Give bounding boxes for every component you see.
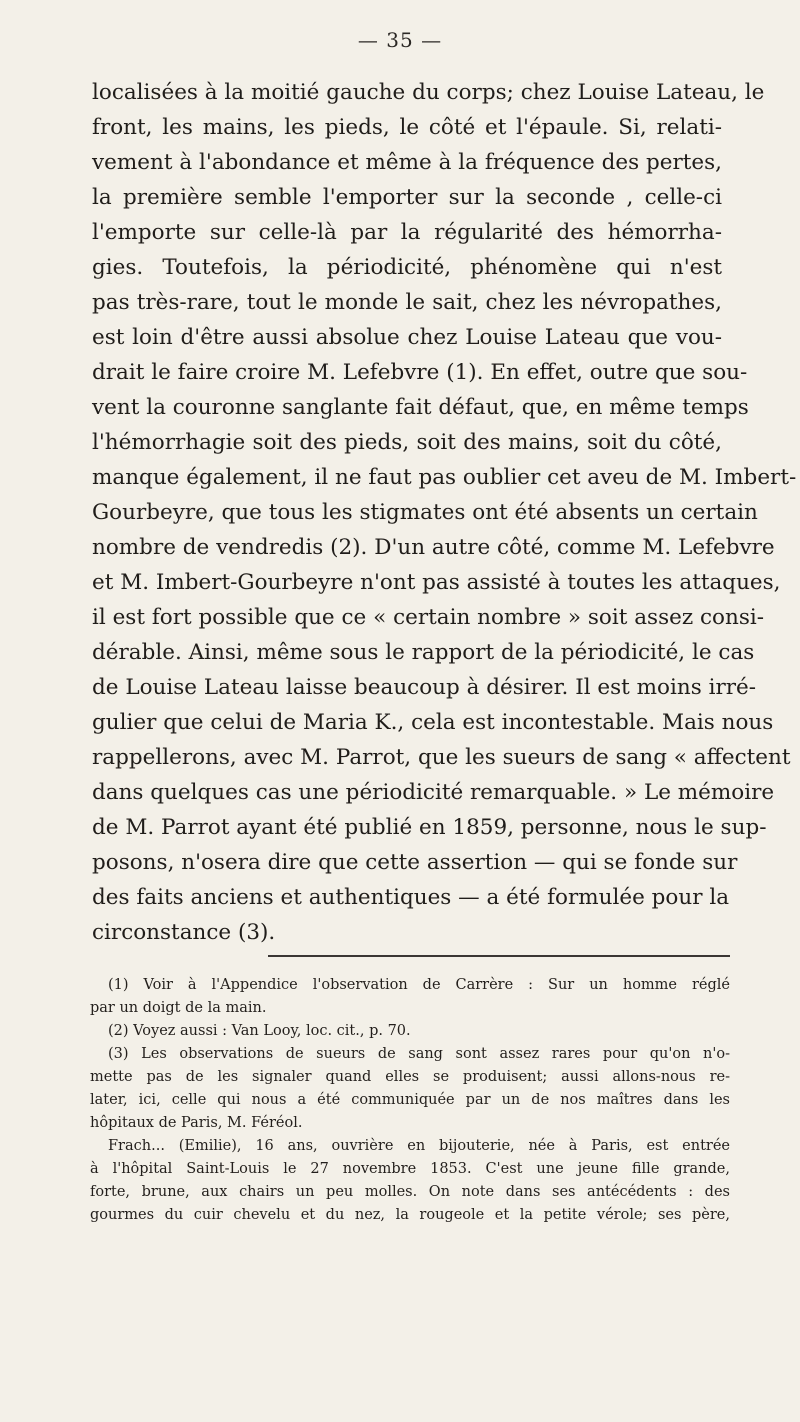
text-line: de M. Parrot ayant été publié en 1859, personne, nous le sup- bbox=[92, 815, 767, 840]
text-line: posons, n'osera dire que cette assertion — qui se fonde sur bbox=[92, 850, 738, 875]
text-line: des faits anciens et authentiques — a été formulée pour la bbox=[92, 885, 730, 910]
text-line: manque également, il ne faut pas oublier cet aveu de M. Imbert- bbox=[92, 465, 797, 490]
footnote-line: (2) Voyez aussi : Van Looy, loc. cit., p. 70. bbox=[108, 1023, 411, 1039]
text-line: est loin d'être aussi absolue chez Louise Lateau que vou- bbox=[92, 325, 722, 350]
text-line: l'hémorrhagie soit des pieds, soit des mains, soit du côté, bbox=[92, 430, 722, 455]
footnote-line: Frach... (Emilie), 16 ans, ouvrière en bijouterie, née à Paris, est entrée bbox=[108, 1138, 730, 1154]
footnote-line: forte, brune, aux chairs un peu molles. On note dans ses antécédents : des bbox=[90, 1184, 730, 1200]
text-line: pas très-rare, tout le monde le sait, chez les névropathes, bbox=[92, 290, 722, 315]
text-line: dans quelques cas une périodicité remarquable. » Le mémoire bbox=[92, 780, 775, 805]
footnote-line: later, ici, celle qui nous a été communiquée par un de nos maîtres dans les bbox=[90, 1092, 730, 1108]
text-line: localisées à la moitié gauche du corps; chez Louise Lateau, le bbox=[92, 80, 765, 105]
footnotes bbox=[90, 974, 730, 1227]
text-line: nombre de vendredis (2). D'un autre côté, comme M. Lefebvre bbox=[92, 535, 775, 560]
text-line: rappellerons, avec M. Parrot, que les sueurs de sang « affectent bbox=[92, 745, 791, 770]
text-line: vent la couronne sanglante fait défaut, que, en même temps bbox=[92, 395, 749, 420]
text-line: de Louise Lateau laisse beaucoup à désirer. Il est moins irré- bbox=[92, 675, 757, 700]
footnote-line: à l'hôpital Saint-Louis le 27 novembre 1853. C'est une jeune fille grande, bbox=[90, 1161, 730, 1177]
text-line: front, les mains, les pieds, le côté et l'épaule. Si, relati- bbox=[92, 115, 722, 140]
text-line: il est fort possible que ce « certain nombre » soit assez consi- bbox=[92, 605, 765, 630]
text-line: Gourbeyre, que tous les stigmates ont été absents un certain bbox=[92, 500, 758, 525]
text-line: circonstance (3). bbox=[92, 920, 276, 945]
footnote-line: par un doigt de la main. bbox=[90, 1000, 267, 1016]
main-text bbox=[92, 75, 797, 950]
text-line: vement à l'abondance et même à la fréquence des pertes, bbox=[92, 150, 722, 175]
text-line: l'emporte sur celle-là par la régularité des hémorrha- bbox=[92, 220, 722, 245]
text-line: la première semble l'emporter sur la seconde , celle-ci bbox=[92, 185, 722, 210]
text-line: gulier que celui de Maria K., cela est incontestable. Mais nous bbox=[92, 710, 774, 735]
text-line: et M. Imbert-Gourbeyre n'ont pas assisté à toutes les attaques, bbox=[92, 570, 781, 595]
text-line: gies. Toutefois, la périodicité, phénomène qui n'est bbox=[92, 255, 722, 280]
footnote-line: (1) Voir à l'Appendice l'observation de Carrère : Sur un homme réglé bbox=[108, 977, 730, 993]
footnote-line: mette pas de les signaler quand elles se produisent; aussi allons-nous re- bbox=[90, 1069, 730, 1085]
footnote-divider bbox=[268, 955, 730, 957]
footnote-line: hôpitaux de Paris, M. Féréol. bbox=[90, 1115, 303, 1131]
page-number: — 35 — bbox=[357, 28, 443, 52]
text-line: dérable. Ainsi, même sous le rapport de la périodicité, le cas bbox=[92, 640, 755, 665]
text-line: drait le faire croire M. Lefebvre (1). En effet, outre que sou- bbox=[92, 360, 748, 385]
footnote-line: gourmes du cuir chevelu et du nez, la rougeole et la petite vérole; ses père, bbox=[90, 1207, 730, 1223]
footnote-line: (3) Les observations de sueurs de sang sont assez rares pour qu'on n'o- bbox=[108, 1046, 730, 1062]
